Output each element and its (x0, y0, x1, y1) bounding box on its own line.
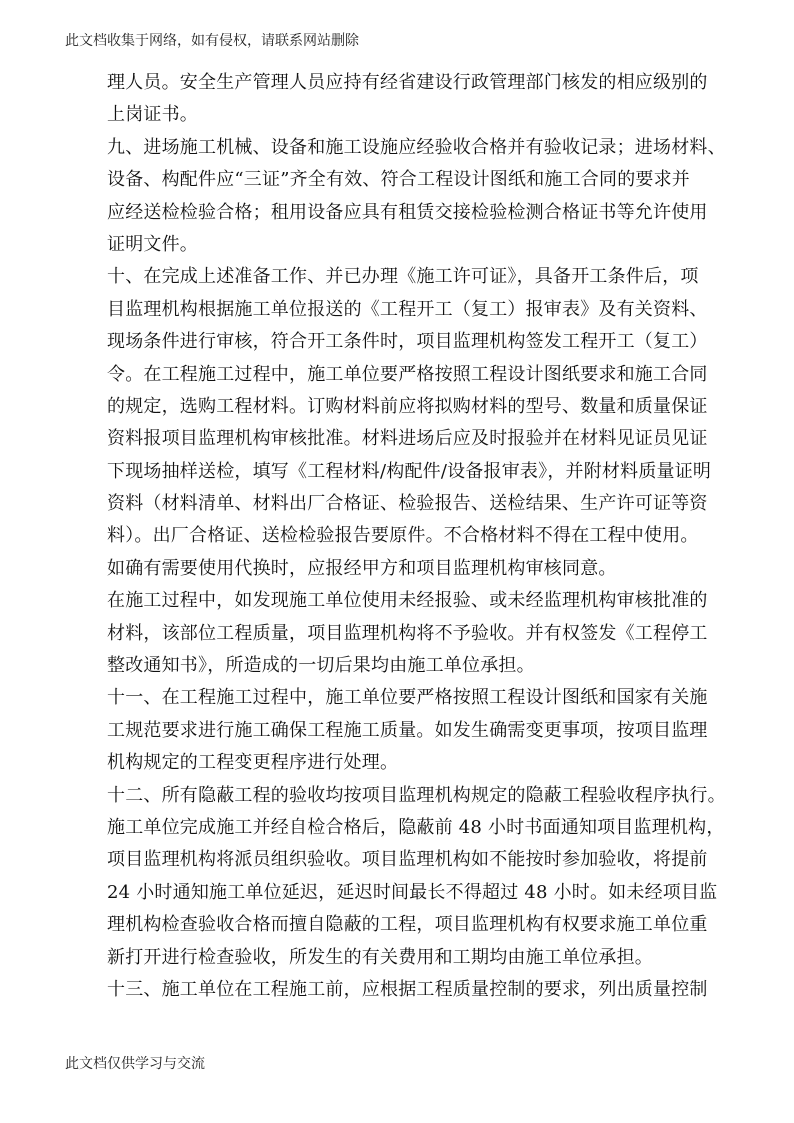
body-line: 令。在工程施工过程中，施工单位要严格按照工程设计图纸要求和施工合同 (107, 363, 708, 385)
body-line: 十三、施工单位在工程施工前，应根据工程质量控制的要求，列出质量控制 (107, 978, 708, 1000)
body-line: 证明文件。 (107, 233, 198, 255)
body-line: 设备、构配件应“三证”齐全有效、符合工程设计图纸和施工合同的要求并 (107, 169, 691, 191)
body-line: 项目监理机构将派员组织验收。项目监理机构如不能按时参加验收，将提前 (107, 849, 708, 871)
body-line: 目监理机构根据施工单位报送的《工程开工（复工）报审表》及有关资料、 (107, 298, 708, 320)
document-body (107, 67, 727, 1047)
body-line: 十、在完成上述准备工作、并已办理《施工许可证》，具备开工条件后，项 (107, 266, 699, 288)
body-line: 机构规定的工程变更程序进行处理。 (107, 752, 399, 774)
body-line: 应经送检检验合格；租用设备应具有租赁交接检验检测合格证书等允许使用 (107, 201, 708, 223)
body-line: 整改通知书》，所造成的一切后果均由施工单位承担。 (107, 655, 535, 677)
body-line: 料）。出厂合格证、送检检验报告要原件。不合格材料不得在工程中使用。 (107, 525, 699, 547)
body-line: 上岗证书。 (107, 104, 198, 126)
body-line: 资料（材料清单、材料出厂合格证、检验报告、送检结果、生产许可证等资 (107, 493, 708, 515)
body-line: 理机构检查验收合格而擅自隐蔽的工程，项目监理机构有权要求施工单位重 (107, 914, 708, 936)
body-line: 十二、所有隐蔽工程的验收均按项目监理机构规定的隐蔽工程验收程序执行。 (107, 784, 726, 806)
page-footer: 此文档仅供学习与交流 (65, 1056, 205, 1072)
body-line: 现场条件进行审核，符合开工条件时，项目监理机构签发工程开工（复工） (107, 331, 708, 353)
body-line: 施工单位完成施工并经自检合格后，隐蔽前 48 小时书面通知项目监理机构， (107, 816, 725, 838)
body-line: 24 小时通知施工单位延迟，延迟时间最长不得超过 48 小时。如未经项目监 (107, 881, 718, 903)
body-line: 工规范要求进行施工确保工程施工质量。如发生确需变更事项，按项目监理 (107, 719, 708, 741)
body-line: 新打开进行检查验收，所发生的有关费用和工期均由施工单位承担。 (107, 946, 653, 968)
body-line: 理人员。安全生产管理人员应持有经省建设行政管理部门核发的相应级别的 (107, 72, 708, 93)
page-header: 此文档收集于网络，如有侵权，请联系网站删除 (65, 33, 359, 49)
body-line: 在施工过程中，如发现施工单位使用未经报验、或未经监理机构审核批准的 (107, 590, 708, 612)
body-line: 下现场抽样送检，填写《工程材料/构配件/设备报审表》，并附材料质量证明 (107, 460, 712, 482)
body-line: 材料，该部位工程质量，项目监理机构将不予验收。并有权签发《工程停工 (107, 622, 708, 644)
body-line: 如确有需要使用代换时，应报经甲方和项目监理机构审核同意。 (107, 557, 617, 579)
body-line: 的规定，选购工程材料。订购材料前应将拟购材料的型号、数量和质量保证 (107, 395, 708, 417)
body-line: 资料报项目监理机构审核批准。材料进场后应及时报验并在材料见证员见证 (107, 428, 708, 450)
body-line: 十一、在工程施工过程中，施工单位要严格按照工程设计图纸和国家有关施 (107, 687, 708, 709)
body-line: 九、进场施工机械、设备和施工设施应经验收合格并有验收记录；进场材料、 (107, 136, 726, 158)
